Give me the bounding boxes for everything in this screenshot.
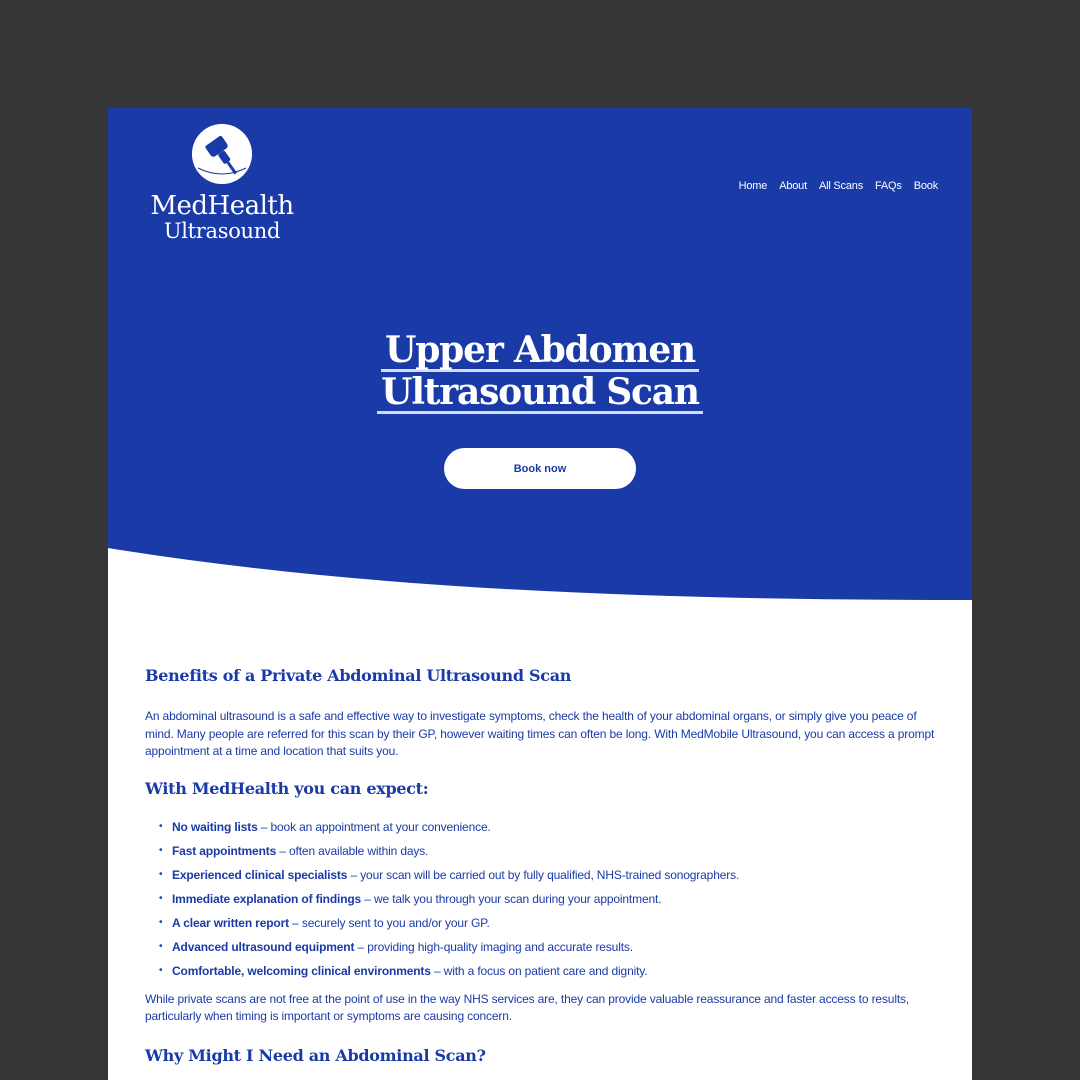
page-title-line2: Ultrasound Scan — [377, 374, 703, 414]
book-now-button[interactable]: Book now — [444, 448, 636, 489]
expect-list — [159, 819, 937, 979]
list-item-text: – with a focus on patient care and dignity. — [430, 963, 648, 978]
list-item-title: Comfortable, welcoming clinical environments — [172, 963, 431, 978]
list-item-text: – book an appointment at your convenience. — [257, 819, 491, 834]
hero-wave-divider — [108, 538, 972, 608]
list-item-text: – we talk you through your scan during your appointment. — [361, 891, 662, 906]
list-item — [159, 891, 937, 907]
brand-name-line2: Ultrasound — [163, 219, 281, 243]
list-item-title: Fast appointments — [172, 843, 277, 858]
list-item-text: – securely sent to you and/or your GP. — [288, 915, 490, 930]
nav-link-home[interactable]: Home — [738, 180, 768, 192]
nav-link-about[interactable]: About — [779, 180, 807, 192]
why-heading: Why Might I Need an Abdominal Scan? — [145, 1045, 486, 1065]
brand-logo[interactable] — [148, 124, 296, 242]
ultrasound-probe-icon — [192, 124, 252, 184]
list-item-text: – often available within days. — [276, 843, 429, 858]
benefits-paragraph: An abdominal ultrasound is a safe and effective way to investigate symptoms, check the health of your abdominal organs, or simply give you peace of mind. Many people are referred for this scan by their GP, however waiting times can often be long. With MedMobile Ultrasound, you can access a prompt appointment at a time and location that suits you. — [145, 709, 935, 758]
hero-banner — [108, 108, 972, 608]
list-item — [159, 939, 937, 955]
expect-heading: With MedHealth you can expect: — [145, 778, 429, 798]
nav-link-faqs[interactable]: FAQs — [875, 180, 902, 192]
brand-name-line1: MedHealth — [150, 191, 294, 221]
list-item-text: – your scan will be carried out by fully qualified, NHS-trained sonographers. — [347, 867, 740, 882]
list-item-title: A clear written report — [172, 915, 289, 930]
list-item-title: Immediate explanation of findings — [172, 891, 362, 906]
list-item — [159, 819, 937, 835]
main-nav — [739, 180, 938, 192]
list-item-title: Advanced ultrasound equipment — [172, 939, 355, 954]
page-title — [108, 330, 972, 414]
page-title-line1: Upper Abdomen — [381, 332, 699, 372]
main-content — [145, 666, 937, 1066]
nav-link-book[interactable]: Book — [913, 180, 938, 192]
closing-paragraph: While private scans are not free at the point of use in the way NHS services are, they can provide valuable reassurance and faster access to results, particularly when timing is important or symptoms are causing concern. — [145, 991, 910, 1023]
list-item-text: – providing high-quality imaging and accurate results. — [354, 939, 633, 954]
list-item — [159, 963, 937, 979]
nav-link-all-scans[interactable]: All Scans — [818, 180, 863, 192]
list-item — [159, 915, 937, 931]
benefits-heading: Benefits of a Private Abdominal Ultrasound Scan — [145, 666, 572, 685]
list-item — [159, 843, 937, 859]
list-item-title: Experienced clinical specialists — [172, 867, 348, 882]
page-card — [108, 108, 972, 1080]
list-item — [159, 867, 937, 883]
list-item-title: No waiting lists — [172, 819, 258, 834]
